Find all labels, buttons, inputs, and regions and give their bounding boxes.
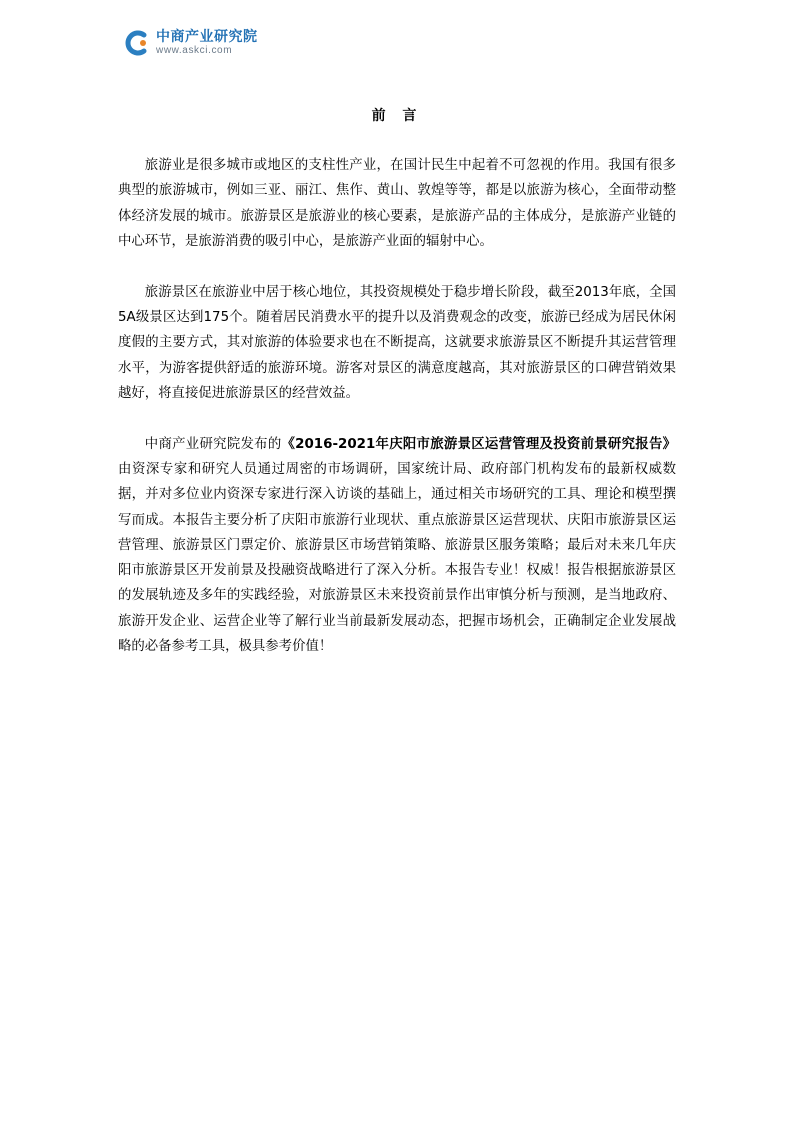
logo-url: www.askci.com: [156, 45, 233, 56]
company-logo: [122, 28, 258, 58]
logo-name: 中商产业研究院: [156, 29, 258, 45]
logo-text: [156, 30, 258, 56]
paragraph-3: [118, 432, 676, 660]
page-title: 前 言: [371, 108, 423, 124]
askci-logo-icon: [122, 29, 150, 57]
paragraph-2: 旅游景区在旅游业中居于核心地位，其投资规模处于稳步增长阶段，截至2013年底，全国5A级景区达到175个。随着居民消费水平的提升以及消费观念的改变，旅游已经成为居民休闲度假的主要方式，其对旅游的体验要求也在不断提高，这就要求旅游景区不断提升其运营管理水平，为游客提供舒适的旅游环境。游客对景区的满意度越高，其对旅游景区的口碑营销效果越好，将直接促进旅游景区的经营效益。: [118, 284, 676, 401]
paragraph-1: 旅游业是很多城市或地区的支柱性产业，在国计民生中起着不可忽视的作用。我国有很多典型的旅游城市，例如三亚、丽江、焦作、黄山、敦煌等等，都是以旅游为核心，全面带动整体经济发展的城市。旅游景区是旅游业的核心要素，是旅游产品的主体成分，是旅游产业链的中心环节，是旅游消费的吸引中心，是旅游产业面的辐射中心。: [118, 158, 676, 249]
document-body: [118, 153, 676, 685]
paragraph-3-prefix: 中商产业研究院发布的: [144, 436, 282, 452]
report-title: 《2016-2021年庆阳市旅游景区运营管理及投资前景研究报告》: [281, 436, 677, 452]
paragraph-3-text: 由资深专家和研究人员通过周密的市场调研，国家统计局、政府部门机构发布的最新权威数据，并对多位业内资深专家进行深入访谈的基础上，通过相关市场研究的工具、理论和模型撰写而成。本报告主要分析了庆阳市旅游行业现状、重点旅游景区运营现状、庆阳市旅游景区运营管理、旅游景区门票定价、旅游景区市场营销策略、旅游景区服务策略；最后对未来几年庆阳市旅游景区开发前景及投融资战略进行了深入分析。本报告专业！权威！报告根据旅游景区的发展轨迹及多年的实践经验，对旅游景区未来投资前景作出审慎分析与预测，是当地政府、旅游开发企业、运营企业等了解行业当前最新发展动态，把握市场机会，正确制定企业发展战略的必备参考工具，极具参考价值！: [118, 461, 676, 655]
